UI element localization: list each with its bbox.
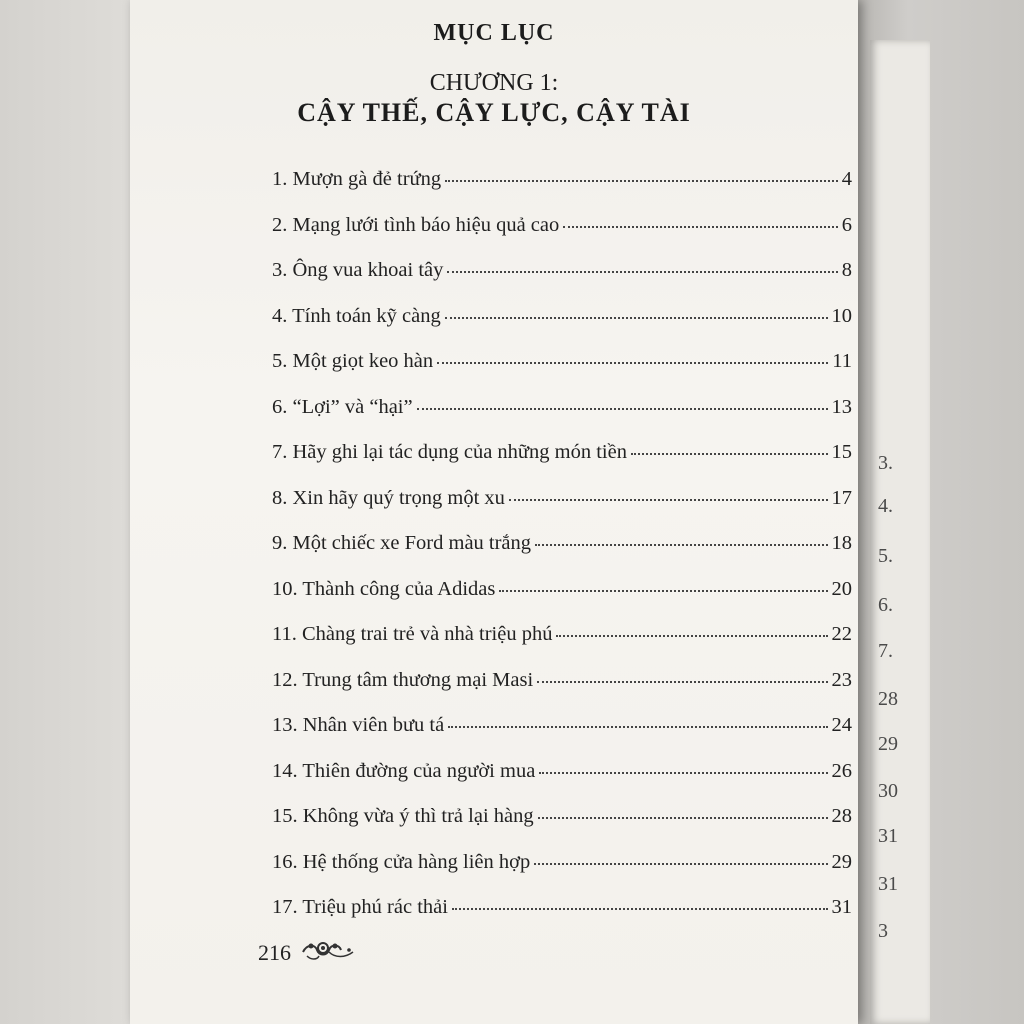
underlying-fragment: 30	[878, 780, 898, 802]
toc-entry-label: 13. Nhân viên bưu tá	[272, 714, 445, 736]
toc-entry-page: 8	[841, 259, 852, 281]
underlying-fragment: 31	[878, 873, 898, 895]
dot-leader	[631, 453, 828, 455]
dot-leader	[445, 180, 838, 182]
toc-entry	[272, 441, 852, 487]
toc-entry-label: 4. Tính toán kỹ càng	[272, 304, 441, 327]
dot-leader	[534, 863, 827, 865]
chapter-number: CHƯƠNG 1:	[429, 70, 559, 96]
toc-entry	[272, 578, 852, 624]
toc-entry	[272, 487, 852, 533]
toc-entry-page: 29	[831, 850, 852, 873]
underlying-fragment: 4.	[878, 495, 893, 517]
toc-list	[272, 168, 852, 942]
toc-entry	[272, 669, 852, 715]
toc-entry	[272, 168, 852, 214]
chapter-title: CẬY THẾ, CẬY LỰC, CẬY TÀI	[297, 98, 691, 127]
background-left	[0, 0, 130, 1024]
toc-heading: MỤC LỤC	[433, 20, 555, 46]
toc-entry	[272, 305, 852, 351]
underlying-fragment: 28	[878, 688, 898, 710]
dot-leader	[499, 590, 827, 592]
dot-leader	[535, 544, 827, 546]
dot-leader	[437, 362, 828, 364]
underlying-fragment: 29	[878, 733, 898, 755]
underlying-fragment: 31	[878, 825, 898, 847]
underlying-fragment: 5.	[878, 545, 893, 567]
toc-entry-label: 10. Thành công của Adidas	[272, 577, 496, 600]
page-number: 216	[258, 939, 291, 965]
toc-entry-page: 26	[831, 759, 852, 782]
underlying-fragment: 3.	[878, 452, 893, 474]
toc-entry	[272, 214, 852, 260]
toc-entry	[272, 623, 852, 669]
toc-entry-page: 23	[831, 668, 852, 691]
dot-leader	[448, 726, 827, 728]
toc-entry-label: 16. Hệ thống cửa hàng liên hợp	[272, 850, 531, 873]
page-footer	[258, 938, 357, 967]
toc-entry	[272, 805, 852, 851]
toc-entry	[272, 760, 852, 806]
toc-entry-page: 18	[831, 532, 852, 554]
dot-leader	[447, 271, 837, 273]
toc-entry	[272, 259, 852, 305]
toc-entry-label: 15. Không vừa ý thì trả lại hàng	[272, 805, 534, 827]
toc-entry	[272, 350, 852, 396]
toc-entry-label: 17. Triệu phú rác thải	[272, 896, 448, 918]
dot-leader	[556, 635, 827, 637]
dot-leader	[417, 408, 828, 410]
dot-leader	[563, 226, 837, 228]
underlying-fragment: 7.	[878, 640, 893, 662]
dot-leader	[509, 499, 828, 501]
toc-entry-page: 20	[831, 577, 852, 600]
toc-entry-page: 22	[831, 623, 852, 645]
dot-leader	[452, 908, 828, 910]
dot-leader	[539, 772, 827, 774]
toc-entry-label: 12. Trung tâm thương mại Masi	[272, 668, 534, 691]
toc-entry-label: 6. “Lợi” và “hại”	[272, 395, 413, 418]
toc-entry-page: 28	[831, 805, 852, 827]
toc-entry-label: 5. Một giọt keo hàn	[272, 350, 434, 372]
toc-entry	[272, 851, 852, 897]
toc-entry	[272, 396, 852, 442]
toc-entry-label: 8. Xin hãy quý trọng một xu	[272, 486, 505, 509]
toc-entry-label: 1. Mượn gà đẻ trứng	[272, 168, 442, 190]
toc-entry-label: 14. Thiên đường của người mua	[272, 759, 536, 782]
toc-entry-label: 2. Mạng lưới tình báo hiệu quả cao	[272, 213, 560, 236]
toc-entry-page: 31	[831, 896, 852, 918]
underlying-fragment: 3	[878, 920, 888, 942]
toc-entry-label: 7. Hãy ghi lại tác dụng của những món tiền	[272, 441, 627, 463]
toc-entry-page: 6	[841, 213, 852, 236]
dot-leader	[538, 817, 828, 819]
toc-entry	[272, 896, 852, 942]
underlying-page	[870, 40, 930, 1024]
toc-entry-page: 11	[832, 350, 852, 372]
toc-entry-label: 9. Một chiếc xe Ford màu trắng	[272, 532, 532, 554]
toc-entry-page: 10	[831, 304, 852, 327]
dot-leader	[445, 317, 828, 319]
toc-entry-page: 17	[831, 486, 852, 509]
toc-entry	[272, 714, 852, 760]
book-page	[130, 0, 858, 1024]
toc-entry	[272, 532, 852, 578]
toc-entry-page: 24	[831, 714, 852, 736]
underlying-fragment: 6.	[878, 594, 893, 616]
toc-entry-page: 13	[831, 395, 852, 418]
floral-ornament-icon	[299, 938, 357, 967]
toc-entry-page: 15	[831, 441, 852, 463]
toc-entry-label: 3. Ông vua khoai tây	[272, 259, 444, 281]
dot-leader	[537, 681, 827, 683]
toc-entry-page: 4	[841, 168, 852, 190]
toc-entry-label: 11. Chàng trai trẻ và nhà triệu phú	[272, 623, 553, 645]
